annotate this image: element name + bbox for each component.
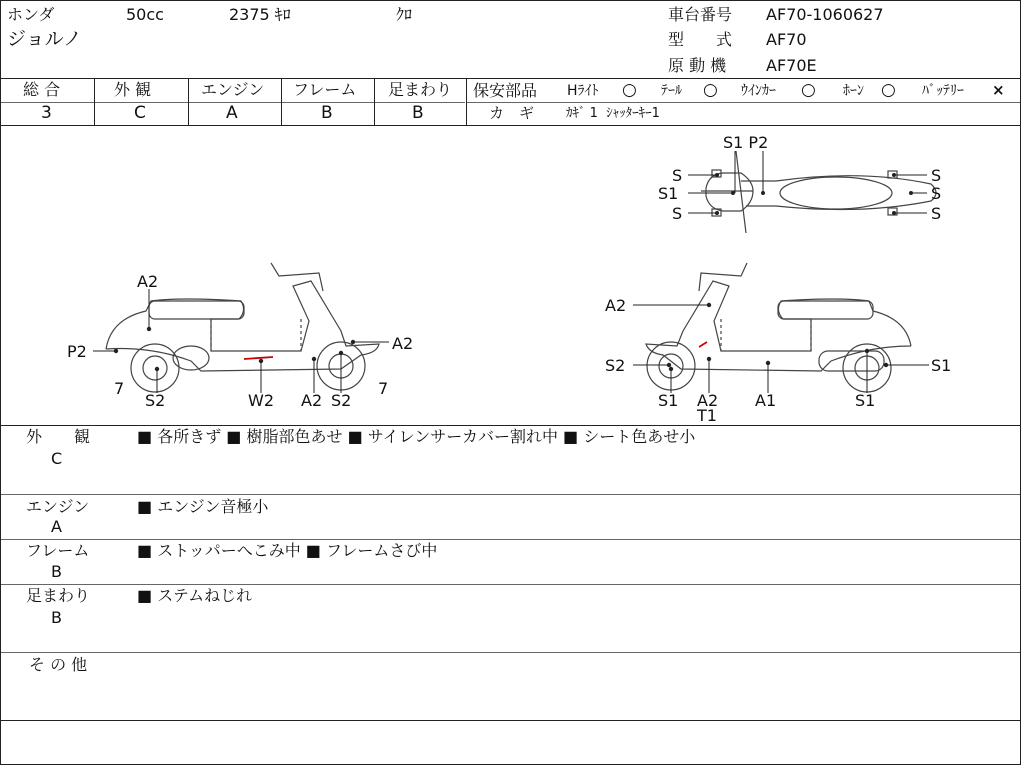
type: AF70 (766, 30, 807, 49)
label-top-s-2: S (672, 204, 683, 223)
remark-frame-category: フレーム (26, 541, 90, 560)
label-left-7a: 7 (114, 379, 125, 398)
safety-item-battery: ﾊﾞｯﾃﾘｰ (922, 83, 964, 99)
label-top-s-3: S (931, 166, 942, 185)
grade-suspension-value: B (412, 103, 424, 123)
label-right-t1: T1 (697, 406, 717, 425)
scooter-right-view (646, 263, 911, 392)
color: ｸﾛ (396, 5, 413, 24)
remark-frame-text: ■ ストッパーへこみ中 ■ フレームさび中 (137, 541, 438, 560)
safety-item-horn: ﾎｰﾝ (843, 83, 864, 99)
safety-status-horn: ○ (881, 80, 896, 100)
engine-type: AF70E (766, 56, 817, 75)
remark-suspension-text: ■ ステムねじれ (137, 586, 253, 605)
label-left-a2-right: A2 (392, 334, 414, 353)
grade-engine-value: A (226, 103, 238, 123)
key-label: カ ギ (489, 104, 535, 122)
remark-engine-text: ■ エンジン音極小 (137, 497, 269, 516)
key-value: ｶｷﾞ 1 ｼｬｯﾀｰｷｰ1 (566, 106, 660, 121)
grade-engine-label: エンジン (201, 80, 265, 99)
safety-status-tail: ○ (703, 80, 718, 100)
label-top-s-4: S (931, 184, 942, 203)
remark-exterior-grade: C (51, 449, 63, 468)
remark-engine-category: エンジン (26, 497, 90, 516)
label-right-a1: A1 (755, 391, 777, 410)
label-right-s2: S2 (605, 356, 626, 375)
safety-status-winker: ○ (801, 80, 816, 100)
mileage: 2375 ｷﾛ (229, 5, 291, 24)
label-top-s1p2: S1 P2 (723, 133, 769, 152)
label-left-a2-top: A2 (137, 272, 159, 291)
remark-other-category: そ の 他 (29, 655, 88, 674)
label-left-a2-mid: A2 (301, 391, 323, 410)
remark-exterior-category: 外 観 (26, 427, 91, 446)
label-left-w2: W2 (248, 391, 274, 410)
remark-engine-grade: A (51, 517, 62, 536)
grade-exterior-label: 外 観 (114, 80, 152, 99)
safety-item-winker: ｳｲﾝｶｰ (741, 83, 776, 99)
maker: ホンダ (7, 5, 55, 24)
label-right-a2: A2 (605, 296, 627, 315)
label-left-7b: 7 (378, 379, 389, 398)
engine-label: 原 動 機 (668, 56, 727, 75)
remark-exterior-text: ■ 各所きず ■ 樹脂部色あせ ■ サイレンサーカバー割れ中 ■ シート色あせ小 (137, 427, 696, 446)
label-right-s1b: S1 (855, 391, 876, 410)
safety-label: 保安部品 (473, 81, 538, 100)
remark-suspension-category: 足まわり (26, 586, 91, 605)
label-right-s1a: S1 (658, 391, 679, 410)
type-label: 型 式 (668, 30, 733, 49)
scooter-top-view (701, 151, 936, 233)
safety-item-tail: ﾃｰﾙ (661, 83, 682, 99)
remark-suspension-grade: B (51, 608, 62, 627)
label-right-a2b: A2 (697, 391, 719, 410)
scooter-damage-diagram (1, 126, 1022, 426)
label-top-s-5: S (931, 204, 942, 223)
grade-frame-label: フレーム (293, 80, 357, 99)
label-left-p2: P2 (67, 342, 87, 361)
displacement: 50cc (126, 5, 164, 24)
label-left-s2a: S2 (145, 391, 166, 410)
grade-suspension-label: 足まわり (388, 80, 453, 99)
grade-frame-value: B (321, 103, 333, 123)
grade-exterior-value: C (134, 103, 146, 123)
frame-no-label: 車台番号 (668, 5, 733, 24)
frame-no: AF70-1060627 (766, 5, 884, 24)
model-name: ジョルノ (7, 28, 82, 50)
remark-frame-grade: B (51, 562, 62, 581)
label-top-s1: S1 (658, 184, 679, 203)
label-left-s2b: S2 (331, 391, 352, 410)
grade-overall-label: 総 合 (23, 80, 61, 99)
label-right-s1c: S1 (931, 356, 952, 375)
safety-status-battery: × (992, 81, 1005, 99)
grade-overall-value: 3 (41, 103, 52, 123)
label-top-s-1: S (672, 166, 683, 185)
safety-item-headlight: Hﾗｲﾄ (567, 83, 599, 99)
safety-status-headlight: ○ (622, 80, 637, 100)
